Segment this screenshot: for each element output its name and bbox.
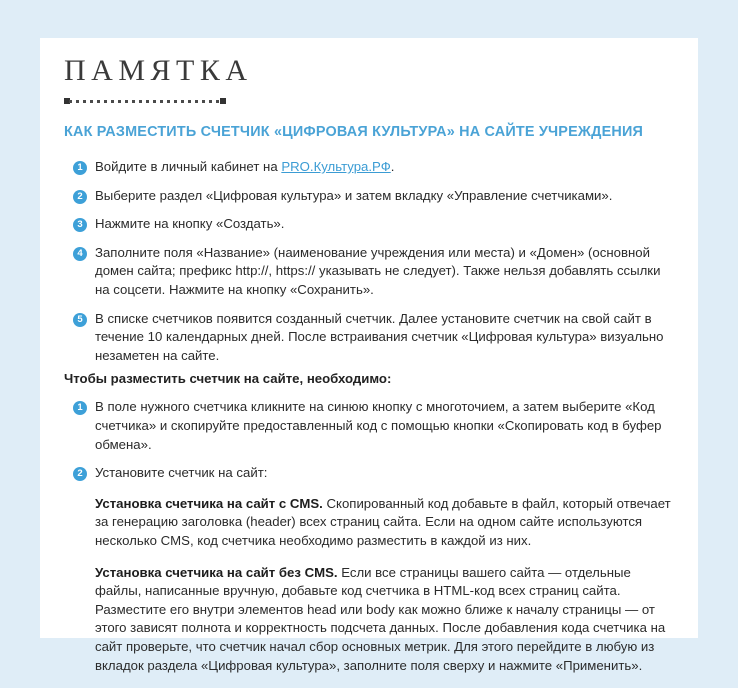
cms-install-paragraph [64, 495, 674, 551]
cms-install-lead: Установка счетчика на сайт с CMS. [95, 495, 323, 511]
document-card [40, 38, 698, 673]
nocms-install-lead: Установка счетчика на сайт без CMS. [95, 564, 338, 580]
title-divider [64, 98, 226, 105]
step-text: Нажмите на кнопку «Создать». [95, 216, 285, 232]
pro-kultura-link[interactable]: PRO.Культура.РФ [281, 159, 391, 174]
step-text: Выберите раздел «Цифровая культура» и затем вкладку «Управление счетчиками». [95, 187, 613, 203]
list-item [64, 464, 674, 483]
step-number-badge: 3 [73, 218, 87, 232]
step-number-badge: 2 [73, 467, 87, 481]
nocms-install-body: Если все страницы вашего сайта — отдельные файлы, написанные вручную, добавьте код счетчика в HTML-код всех страниц сайта. Разместите его внутри элементов head или body как можно ближе к началу страницы — от этого зависят полнота и корректность подсчета данных. После добавления кода счетчика на сайт проверьте, что счетчик начал сбор основных метрик. Для этого перейдите в любую из вкладок раздела «Цифровая культура», заполните поля сверху и нажмите «Применить». [95, 564, 666, 673]
list-item [64, 310, 674, 366]
list-item [64, 158, 674, 177]
document-content [64, 38, 674, 688]
step-text: В поле нужного счетчика кликните на синюю кнопку с многоточием, а затем выберите «Код счетчика» и скопируйте предоставленный код с помощью кнопки «Скопировать код в буфер обмена». [95, 399, 662, 452]
list-item [64, 244, 674, 300]
step-number-badge: 5 [73, 313, 87, 327]
list-item [64, 215, 674, 234]
list-item [64, 187, 674, 206]
step-text-before-link: Войдите в личный кабинет на [95, 159, 282, 174]
step-text: Установите счетчик на сайт: [95, 465, 268, 481]
cms-install-body: Скопированный код добавьте в файл, который отвечает за генерацию заголовка (header) всех страниц сайта. Если на одном сайте используются несколько CMS, код счетчика необходимо разместить в каждой из них. [95, 495, 671, 548]
step-number-badge: 2 [73, 190, 87, 204]
list-item [64, 398, 674, 454]
step-text: В списке счетчиков появится созданный счетчик. Далее установите счетчик на свой сайт в течение 10 календарных дней. После встраивания счетчик «Цифровая культура» визуально незаметен на сайте. [95, 310, 664, 363]
nocms-install-paragraph [64, 564, 674, 676]
primary-steps-list [64, 158, 674, 365]
step-number-badge: 1 [73, 161, 87, 175]
divider-dots [69, 100, 221, 103]
divider-cap-right [220, 98, 226, 104]
page-subtitle: КАК РАЗМЕСТИТЬ СЧЕТЧИК «ЦИФРОВАЯ КУЛЬТУРА» НА САЙТЕ УЧРЕЖДЕНИЯ [64, 124, 644, 140]
section-heading: Чтобы разместить счетчик на сайте, необходимо: [64, 371, 392, 387]
step-text-after-link: . [390, 159, 395, 174]
step-number-badge: 4 [73, 247, 87, 261]
step-text: Заполните поля «Название» (наименование учреждения или места) и «Домен» (основной домен сайта; префикс http://, https:// указывать не следует). Также нельзя добавлять ссылки на соцсети. Нажмите на кнопку «Сохранить». [95, 244, 661, 297]
secondary-steps-list [64, 398, 674, 482]
step-number-badge: 1 [73, 401, 87, 415]
page-title: ПАМЯТКА [64, 54, 253, 87]
